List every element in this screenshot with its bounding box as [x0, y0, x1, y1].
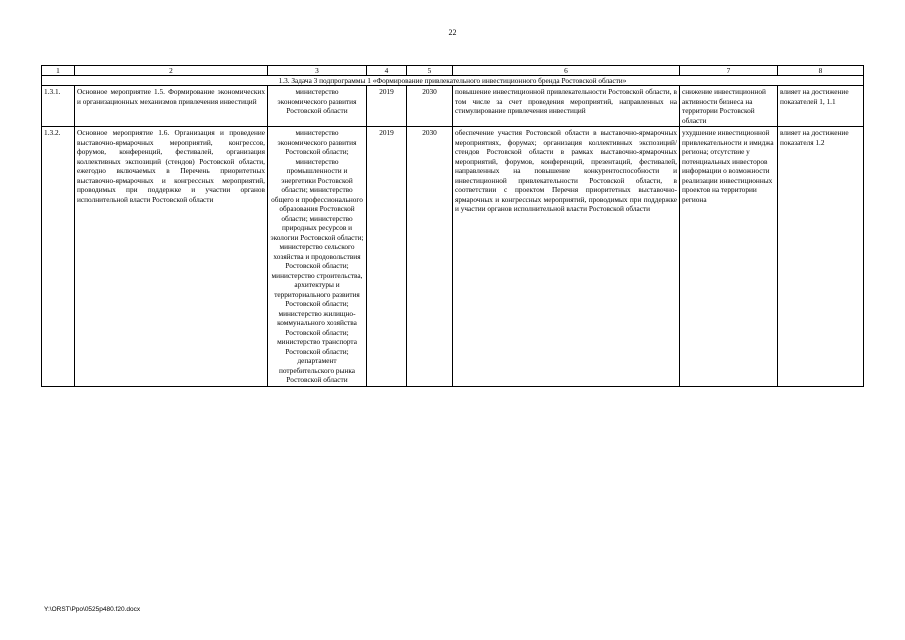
header-cell: 3 — [268, 66, 367, 76]
header-cell: 5 — [407, 66, 453, 76]
end-year-cell: 2030 — [407, 127, 453, 387]
consequences-cell: ухудшение инвестиционной привлекательности и имиджа региона; отсутствие у потенциальных инвесторов информации о возможности реализации инвестиционных проектов на территории региона — [680, 127, 778, 387]
header-cell: 2 — [75, 66, 268, 76]
start-year-cell: 2019 — [367, 86, 407, 127]
result-cell: обеспечение участия Ростовской области в выставочно-ярмарочных мероприятиях, форумах; организация коллективных экспозиций/стендов Ростовской области в рамках выставочно-ярмарочных мероприятий, форумов, конференций, презентаций, фестивалей, направленных на повышение конкурентоспособности и инвестиционной привлекательности Ростовской области, в соответствии с проектом Перечня приоритетных выставочно-ярмарочных и конгрессных мероприятий, проводимых при поддержке и участии органов исполнительной власти Ростовской области — [453, 127, 680, 387]
event-cell: Основное мероприятие 1.5. Формирование экономических и организационных механизмов привлечения инвестиций — [75, 86, 268, 127]
file-path-footer: Y:\ORST\Ppo\0525p480.f20.docx — [44, 606, 141, 613]
executor-cell: министерство экономического развития Ростовской области — [268, 86, 367, 127]
relation-cell: влияет на достижение показателей 1, 1.1 — [778, 86, 864, 127]
header-cell: 1 — [42, 66, 75, 76]
section-row — [42, 76, 864, 86]
relation-cell: влияет на достижение показателя 1.2 — [778, 127, 864, 387]
consequences-cell: снижение инвестиционной активности бизнеса на территории Ростовской области — [680, 86, 778, 127]
event-cell: Основное мероприятие 1.6. Организация и проведение выставочно-ярмарочных мероприятий, конгрессов, форумов, конференций, фестивалей, организация коллективных экспозиций (стендов) Ростовской области, ежегодно включаемых в Перечень приоритетных выставочно-ярмарочных и конгрессных мероприятий, проводимых при поддержке и участии органов исполнительной власти Ростовской области — [75, 127, 268, 387]
table-row — [42, 127, 864, 387]
header-cell: 4 — [367, 66, 407, 76]
result-cell: повышение инвестиционной привлекательности Ростовской области, в том числе за счет проведения мероприятий, направленных на стимулирование привлечения инвестиций — [453, 86, 680, 127]
page-number: 22 — [448, 28, 457, 37]
start-year-cell: 2019 — [367, 127, 407, 387]
header-row — [42, 66, 864, 76]
row-number: 1.3.1. — [42, 86, 75, 127]
header-cell: 8 — [778, 66, 864, 76]
measures-table — [41, 65, 864, 387]
table-row — [42, 86, 864, 127]
header-cell: 6 — [453, 66, 680, 76]
executor-cell: министерство экономического развития Ростовской области; министерство промышленности и энергетики Ростовской области; министерство общего и профессионального образования Ростовской области; министерство природных ресурсов и экологии Ростовской области; министерство сельского хозяйства и продовольствия Ростовской области; министерство строительства, архитектуры и территориального развития Ростовской области; министерство жилищно-коммунального хозяйства Ростовской области; министерство транспорта Ростовской области; департамент потребительского рынка Ростовской области — [268, 127, 367, 387]
header-cell: 7 — [680, 66, 778, 76]
row-number: 1.3.2. — [42, 127, 75, 387]
section-title: 1.3. Задача 3 подпрограммы 1 «Формирование привлекательного инвестиционного бренда Ростовской области» — [42, 76, 864, 86]
end-year-cell: 2030 — [407, 86, 453, 127]
